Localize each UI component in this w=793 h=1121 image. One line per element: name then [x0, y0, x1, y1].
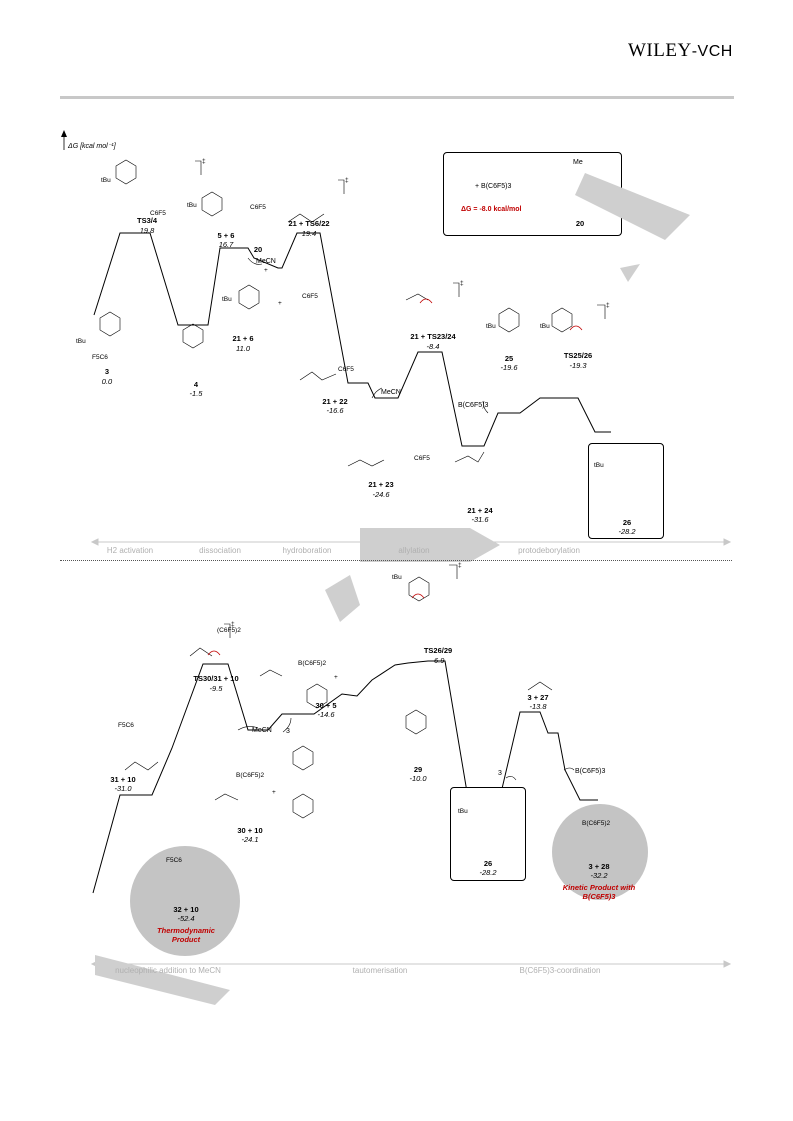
chem-text: tBu [486, 323, 496, 330]
species-label: 30 + 5 [315, 701, 337, 710]
chem-text: tBu [392, 574, 402, 581]
chem-text: B(C6F5)2 [298, 660, 327, 667]
chem-text: ‡ [606, 302, 610, 309]
species-label: 29 [413, 765, 423, 774]
chem-text: + [264, 267, 268, 274]
phase-label: protodeborylation [518, 546, 580, 555]
species-label: 30 + 10 [237, 826, 263, 835]
note-mecn: MeCN [381, 389, 401, 396]
panel-divider [60, 560, 732, 561]
species-label: 31 + 10 [110, 775, 136, 784]
species-label: TS3/4 [136, 216, 158, 225]
thermo-product-label: Thermodynamic Product [157, 926, 215, 944]
phase-label: allylation [398, 546, 430, 555]
species-label: 25 [504, 354, 514, 363]
note-3: 3 [286, 728, 290, 735]
species-label: 32 + 10 [173, 905, 199, 914]
species-label: 21 + 6 [232, 334, 254, 343]
chem-text: ‡ [460, 280, 464, 287]
species-label: 21 + TS23/24 [410, 332, 456, 341]
species-label: TS25/26 [563, 351, 593, 360]
brand-logo: WILEY-VCH [628, 40, 733, 61]
energy-value: -24.1 [241, 835, 259, 844]
note-3: 3 [498, 770, 502, 777]
species-label: TS26/29 [423, 646, 453, 655]
energy-value: 19.8 [139, 226, 155, 235]
chem-text: tBu [187, 202, 197, 209]
chem-text: ‡ [345, 177, 349, 184]
species-label: 21 + 24 [467, 506, 493, 515]
energy-value: -14.6 [317, 710, 335, 719]
note-mecn: MeCN [256, 258, 276, 265]
phase-label: H2 activation [106, 546, 154, 555]
species-label: 3 + 27 [527, 693, 549, 702]
inset-dg: ΔG = -8.0 kcal/mol [461, 206, 522, 213]
chem-text: C6F5 [302, 293, 318, 300]
chem-text: F5C6 [92, 354, 108, 361]
energy-value: -24.6 [372, 490, 390, 499]
note-mecn: MeCN [252, 727, 272, 734]
species-label: 3 + 28 [588, 862, 610, 871]
species-label: 21 + 23 [368, 480, 394, 489]
phase-label: hydroboration [282, 546, 332, 555]
chem-text: tBu [458, 808, 468, 815]
chem-text: tBu [101, 177, 111, 184]
species-label: 21 + 22 [322, 397, 348, 406]
species-label: 26 [483, 859, 493, 868]
species-label: TS30/31 + 10 [193, 674, 239, 683]
chem-text: + [272, 789, 276, 796]
chem-text: B(C6F5)2 [236, 772, 265, 779]
energy-value: -1.5 [189, 389, 203, 398]
note-20: 20 [253, 245, 263, 254]
energy-value: -31.6 [471, 515, 489, 524]
chem-text: B(C6F5)2 [582, 820, 611, 827]
energy-value: -10.0 [409, 774, 427, 783]
kinetic-product-label: Kinetic Product with B(C6F5)3 [562, 883, 636, 901]
chem-text: ‡ [202, 158, 206, 165]
chem-text: C6F5 [414, 455, 430, 462]
inset-product-id: 20 [575, 219, 585, 228]
axis-label: ΔG [kcal mol⁻¹] [68, 143, 116, 150]
energy-value: 11.0 [235, 344, 251, 353]
energy-value: -28.2 [618, 527, 636, 536]
chem-text: C6F5 [250, 204, 266, 211]
species-label: 21 + TS6/22 [288, 219, 330, 228]
chem-text: tBu [76, 338, 86, 345]
energy-value: 0.0 [101, 377, 113, 386]
energy-value: 19.4 [301, 229, 317, 238]
phase-label: B(C6F5)3-coordination [519, 966, 601, 975]
chem-text: F5C6 [166, 857, 182, 864]
chem-text: + [278, 300, 282, 307]
chem-text: C6F5 [338, 366, 354, 373]
phase-label: tautomerisation [352, 966, 408, 975]
energy-value: -9.5 [209, 684, 223, 693]
note-bc6f5: B(C6F5)3 [575, 768, 606, 775]
chem-text: tBu [222, 296, 232, 303]
chem-text: ‡ [458, 562, 462, 569]
energy-value: -19.3 [569, 361, 587, 370]
chem-text: tBu [594, 462, 604, 469]
note-bc6f5: B(C6F5)3 [458, 402, 489, 409]
energy-value: -28.2 [479, 868, 497, 877]
chem-text: tBu [540, 323, 550, 330]
species-label: 4 [193, 380, 199, 389]
energy-value: -13.8 [529, 702, 547, 711]
chem-text: (C6F5)2 [217, 627, 241, 634]
inset-me: Me [573, 159, 583, 166]
energy-value: -32.2 [590, 871, 608, 880]
phase-label: nucleophilic addition to MeCN [115, 966, 221, 975]
energy-value: -19.6 [500, 363, 518, 372]
energy-value: -52.4 [177, 914, 195, 923]
chem-text: F5C6 [118, 722, 134, 729]
species-label: 3 [104, 367, 110, 376]
chem-text: ‡ [231, 621, 235, 628]
energy-value: -31.0 [114, 784, 132, 793]
energy-value: -6.9 [431, 656, 445, 665]
species-label: 5 + 6 [217, 231, 235, 240]
chem-text: C6F5 [150, 210, 166, 217]
energy-value: 16.7 [218, 240, 234, 249]
chem-text: + [334, 674, 338, 681]
phase-label: dissociation [199, 546, 241, 555]
energy-value: -8.4 [426, 342, 440, 351]
species-label: 26 [622, 518, 632, 527]
inset-reactants: + B(C6F5)3 [475, 183, 512, 190]
energy-value: -16.6 [326, 406, 344, 415]
